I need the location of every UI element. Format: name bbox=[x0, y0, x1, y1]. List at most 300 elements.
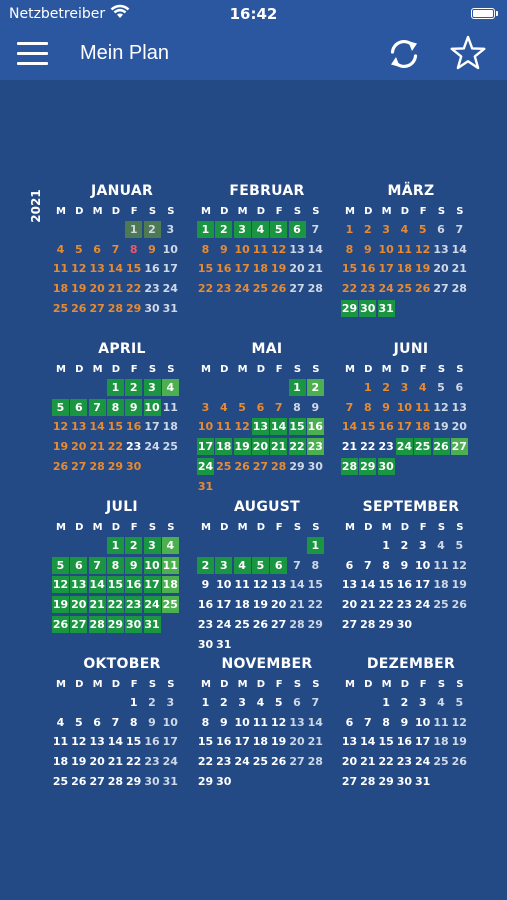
calendar-day[interactable]: 28 bbox=[107, 774, 124, 788]
calendar-day[interactable]: 7 bbox=[363, 558, 372, 572]
calendar-day[interactable]: 6 bbox=[437, 223, 445, 236]
calendar-day[interactable]: 8 bbox=[107, 557, 124, 574]
calendar-day[interactable]: 11 bbox=[252, 242, 269, 256]
calendar-day[interactable]: 11 bbox=[252, 715, 269, 729]
calendar-day[interactable]: 1 bbox=[307, 537, 324, 554]
calendar-day[interactable]: 4 bbox=[437, 696, 445, 709]
calendar-day[interactable]: 11 bbox=[162, 558, 178, 572]
calendar-day[interactable]: 27 bbox=[252, 459, 269, 473]
calendar-day[interactable]: 29 bbox=[126, 774, 142, 788]
calendar-day[interactable]: 27 bbox=[289, 282, 305, 296]
calendar-day[interactable]: 9 bbox=[311, 400, 320, 414]
calendar-day[interactable]: 24 bbox=[162, 755, 178, 769]
calendar-day[interactable]: 15 bbox=[107, 420, 124, 434]
calendar-day[interactable]: 18 bbox=[52, 282, 69, 296]
calendar-day[interactable]: 16 bbox=[378, 420, 394, 434]
calendar-day[interactable]: 24 bbox=[396, 440, 413, 454]
calendar-day[interactable]: 23 bbox=[378, 440, 394, 454]
calendar-day[interactable]: 1 bbox=[363, 381, 372, 394]
calendar-day[interactable]: 1 bbox=[345, 223, 354, 236]
calendar-day[interactable]: 10 bbox=[162, 242, 178, 256]
calendar-day[interactable]: 23 bbox=[126, 440, 142, 454]
calendar-day[interactable]: 27 bbox=[451, 440, 467, 454]
calendar-day[interactable]: 26 bbox=[451, 755, 467, 769]
calendar-day[interactable]: 18 bbox=[252, 262, 269, 276]
calendar-day[interactable]: 29 bbox=[107, 617, 124, 631]
calendar-day[interactable]: 1 bbox=[107, 537, 124, 554]
calendar-day[interactable]: 11 bbox=[216, 420, 232, 434]
calendar-day[interactable]: 28 bbox=[271, 459, 287, 473]
calendar-day[interactable]: 25 bbox=[252, 755, 269, 769]
calendar-day[interactable]: 16 bbox=[396, 578, 413, 592]
calendar-day[interactable]: 22 bbox=[197, 755, 214, 769]
calendar-day[interactable]: 8 bbox=[201, 242, 210, 256]
calendar-day[interactable]: 20 bbox=[89, 282, 105, 296]
calendar-day[interactable]: 12 bbox=[71, 735, 87, 749]
calendar-day[interactable]: 10 bbox=[144, 400, 160, 414]
calendar-day[interactable]: 12 bbox=[71, 262, 87, 276]
calendar-day[interactable]: 7 bbox=[363, 715, 372, 729]
calendar-day[interactable]: 5 bbox=[270, 221, 287, 238]
calendar-day[interactable]: 28 bbox=[89, 617, 105, 631]
calendar-day[interactable]: 3 bbox=[215, 557, 232, 574]
calendar-day[interactable]: 23 bbox=[144, 282, 160, 296]
calendar-day[interactable]: 23 bbox=[126, 598, 142, 612]
calendar-day[interactable]: 13 bbox=[451, 400, 467, 414]
calendar-day[interactable]: 20 bbox=[451, 420, 467, 434]
calendar-day[interactable]: 15 bbox=[197, 735, 214, 749]
calendar-day[interactable]: 28 bbox=[107, 301, 124, 315]
calendar-day[interactable]: 29 bbox=[307, 617, 323, 631]
calendar-day[interactable]: 2 bbox=[400, 539, 409, 552]
calendar-day[interactable]: 22 bbox=[341, 282, 358, 296]
calendar-day[interactable]: 19 bbox=[415, 262, 431, 276]
calendar-day[interactable]: 30 bbox=[144, 301, 160, 315]
calendar-day[interactable]: 28 bbox=[289, 617, 305, 631]
calendar-day[interactable]: 1 bbox=[289, 379, 306, 396]
calendar-day[interactable]: 25 bbox=[216, 459, 232, 473]
calendar-day[interactable]: 8 bbox=[363, 400, 372, 414]
calendar-day[interactable]: 7 bbox=[311, 223, 320, 236]
calendar-day[interactable]: 22 bbox=[307, 598, 323, 612]
calendar-day[interactable]: 23 bbox=[360, 282, 376, 296]
calendar-day[interactable]: 4 bbox=[234, 557, 251, 574]
calendar-day[interactable]: 11 bbox=[433, 715, 449, 729]
calendar-day[interactable]: 15 bbox=[126, 262, 142, 276]
calendar-day[interactable]: 15 bbox=[107, 578, 124, 592]
calendar-day[interactable]: 6 bbox=[70, 557, 87, 574]
calendar-day[interactable]: 26 bbox=[234, 459, 250, 473]
calendar-day[interactable]: 31 bbox=[415, 774, 431, 788]
calendar-day[interactable]: 16 bbox=[144, 262, 160, 276]
calendar-day[interactable]: 13 bbox=[289, 242, 305, 256]
calendar-day[interactable]: 6 bbox=[93, 242, 101, 256]
calendar-day[interactable]: 20 bbox=[433, 262, 449, 276]
calendar-day[interactable]: 19 bbox=[52, 598, 69, 612]
calendar-day[interactable]: 13 bbox=[71, 420, 87, 434]
calendar-day[interactable]: 5 bbox=[74, 242, 83, 256]
calendar-day[interactable]: 7 bbox=[111, 242, 120, 256]
calendar-day[interactable]: 12 bbox=[52, 420, 69, 434]
calendar-day[interactable]: 22 bbox=[126, 282, 142, 296]
calendar-day[interactable]: 29 bbox=[197, 774, 214, 788]
calendar-day[interactable]: 30 bbox=[126, 459, 142, 473]
calendar-day[interactable]: 9 bbox=[400, 558, 409, 572]
calendar-day[interactable]: 6 bbox=[293, 696, 301, 709]
calendar-day[interactable]: 13 bbox=[271, 578, 287, 592]
calendar-day[interactable]: 17 bbox=[234, 262, 250, 276]
calendar-day[interactable]: 12 bbox=[52, 578, 69, 592]
calendar-day[interactable]: 11 bbox=[234, 578, 250, 592]
calendar-day[interactable]: 7 bbox=[89, 557, 106, 574]
calendar-day[interactable]: 5 bbox=[52, 399, 69, 416]
calendar-day[interactable]: 17 bbox=[144, 578, 160, 592]
calendar-day[interactable]: 29 bbox=[378, 617, 394, 631]
calendar-day[interactable]: 28 bbox=[307, 755, 323, 769]
calendar-day[interactable]: 21 bbox=[341, 440, 358, 454]
calendar-day[interactable]: 20 bbox=[289, 262, 305, 276]
calendar-day[interactable]: 2 bbox=[382, 381, 390, 394]
calendar-day[interactable]: 11 bbox=[415, 400, 431, 414]
calendar-day[interactable]: 12 bbox=[451, 558, 467, 572]
calendar-day[interactable]: 21 bbox=[307, 262, 323, 276]
calendar-day[interactable]: 7 bbox=[455, 223, 464, 236]
calendar-day[interactable]: 8 bbox=[129, 715, 138, 729]
calendar-day[interactable]: 5 bbox=[455, 696, 464, 709]
calendar-day[interactable]: 6 bbox=[93, 715, 101, 729]
calendar-day[interactable]: 17 bbox=[396, 420, 413, 434]
calendar-day[interactable]: 11 bbox=[52, 735, 69, 749]
calendar-day[interactable]: 27 bbox=[433, 282, 449, 296]
calendar-day[interactable]: 18 bbox=[234, 598, 250, 612]
calendar-day[interactable]: 15 bbox=[360, 420, 376, 434]
calendar-day[interactable]: 3 bbox=[238, 696, 246, 709]
calendar-day[interactable]: 8 bbox=[107, 399, 124, 416]
calendar-day[interactable]: 2 bbox=[197, 557, 214, 574]
calendar-day[interactable]: 7 bbox=[111, 715, 120, 729]
calendar-day[interactable]: 28 bbox=[451, 282, 467, 296]
calendar-day[interactable]: 6 bbox=[70, 399, 87, 416]
calendar-day[interactable]: 21 bbox=[271, 440, 287, 454]
calendar-day[interactable]: 21 bbox=[360, 598, 376, 612]
calendar-day[interactable]: 2 bbox=[125, 537, 142, 554]
calendar-day[interactable]: 12 bbox=[271, 242, 287, 256]
calendar-day[interactable]: 12 bbox=[252, 578, 269, 592]
calendar-day[interactable]: 1 bbox=[197, 221, 214, 238]
calendar-day[interactable]: 9 bbox=[125, 557, 142, 574]
calendar-day[interactable]: 22 bbox=[360, 440, 376, 454]
calendar-day[interactable]: 30 bbox=[396, 617, 413, 631]
calendar-day[interactable]: 29 bbox=[107, 459, 124, 473]
calendar-day[interactable]: 24 bbox=[234, 755, 250, 769]
calendar-day[interactable]: 31 bbox=[144, 617, 160, 631]
calendar-day[interactable]: 12 bbox=[234, 420, 250, 434]
calendar-day[interactable]: 24 bbox=[378, 282, 394, 296]
calendar-day[interactable]: 31 bbox=[378, 301, 394, 315]
calendar-day[interactable]: 3 bbox=[201, 400, 210, 414]
calendar-day[interactable]: 6 bbox=[289, 221, 306, 238]
calendar-day[interactable]: 5 bbox=[52, 557, 69, 574]
calendar-day[interactable]: 3 bbox=[418, 539, 427, 552]
calendar-day[interactable]: 20 bbox=[271, 598, 287, 612]
calendar-day[interactable]: 17 bbox=[162, 735, 178, 749]
calendar-day[interactable]: 25 bbox=[252, 282, 269, 296]
calendar-day[interactable]: 1 bbox=[201, 696, 210, 709]
calendar-day[interactable]: 18 bbox=[216, 440, 232, 454]
calendar-day[interactable]: 2 bbox=[125, 379, 142, 396]
calendar-day[interactable]: 10 bbox=[197, 420, 214, 434]
calendar-day[interactable]: 23 bbox=[144, 755, 160, 769]
calendar-day[interactable]: 22 bbox=[107, 440, 124, 454]
calendar-day[interactable]: 5 bbox=[437, 381, 445, 394]
calendar-day[interactable]: 14 bbox=[271, 420, 287, 434]
calendar-day[interactable]: 30 bbox=[216, 774, 232, 788]
calendar-day[interactable]: 9 bbox=[400, 715, 409, 729]
calendar-day[interactable]: 9 bbox=[219, 715, 228, 729]
calendar-day[interactable]: 28 bbox=[89, 459, 105, 473]
calendar-day[interactable]: 18 bbox=[162, 420, 178, 434]
calendar-day[interactable]: 16 bbox=[197, 598, 214, 612]
calendar-day[interactable]: 26 bbox=[433, 440, 449, 454]
calendar-day[interactable]: 21 bbox=[451, 262, 467, 276]
calendar-day[interactable]: 23 bbox=[396, 755, 413, 769]
calendar-day[interactable]: 27 bbox=[341, 774, 358, 788]
calendar-day[interactable]: 15 bbox=[378, 735, 394, 749]
calendar-day[interactable]: 10 bbox=[415, 715, 431, 729]
calendar-day[interactable]: 1 bbox=[125, 221, 142, 238]
calendar-day[interactable]: 30 bbox=[197, 637, 214, 651]
calendar-day[interactable]: 4 bbox=[256, 696, 265, 709]
calendar-day[interactable]: 15 bbox=[126, 735, 142, 749]
calendar-day[interactable]: 14 bbox=[360, 578, 376, 592]
calendar-day[interactable]: 8 bbox=[129, 242, 138, 256]
calendar-day[interactable]: 27 bbox=[89, 301, 105, 315]
calendar-day[interactable]: 10 bbox=[234, 715, 250, 729]
calendar-day[interactable]: 5 bbox=[238, 400, 246, 414]
calendar-day[interactable]: 21 bbox=[107, 755, 124, 769]
calendar-day[interactable]: 25 bbox=[52, 301, 69, 315]
calendar-day[interactable]: 2 bbox=[215, 221, 232, 238]
calendar-day[interactable]: 26 bbox=[52, 459, 69, 473]
calendar-day[interactable]: 9 bbox=[219, 242, 228, 256]
calendar-day[interactable]: 29 bbox=[360, 459, 376, 473]
calendar-day[interactable]: 21 bbox=[360, 755, 376, 769]
calendar-day[interactable]: 24 bbox=[162, 282, 178, 296]
calendar-day[interactable]: 20 bbox=[252, 440, 269, 454]
calendar-day[interactable]: 11 bbox=[433, 558, 449, 572]
calendar-day[interactable]: 30 bbox=[126, 617, 142, 631]
calendar-day[interactable]: 16 bbox=[307, 420, 323, 434]
calendar-day[interactable]: 4 bbox=[56, 242, 65, 256]
calendar-day[interactable]: 15 bbox=[378, 578, 394, 592]
calendar-day[interactable]: 7 bbox=[293, 558, 301, 572]
calendar-day[interactable]: 4 bbox=[437, 539, 445, 552]
calendar-day[interactable]: 17 bbox=[378, 262, 394, 276]
calendar-day[interactable]: 14 bbox=[451, 242, 467, 256]
calendar-day[interactable]: 13 bbox=[341, 578, 358, 592]
calendar-day[interactable]: 11 bbox=[162, 400, 178, 414]
calendar-day[interactable]: 21 bbox=[89, 598, 105, 612]
calendar-day[interactable]: 25 bbox=[52, 774, 69, 788]
calendar-day[interactable]: 1 bbox=[107, 379, 124, 396]
calendar-day[interactable]: 14 bbox=[107, 735, 124, 749]
calendar-day[interactable]: 15 bbox=[341, 262, 358, 276]
calendar-day[interactable]: 15 bbox=[197, 262, 214, 276]
calendar-day[interactable]: 2 bbox=[307, 379, 324, 396]
calendar-day[interactable]: 26 bbox=[71, 774, 87, 788]
calendar-day[interactable]: 24 bbox=[216, 617, 232, 631]
calendar-day[interactable]: 18 bbox=[433, 578, 449, 592]
calendar-day[interactable]: 26 bbox=[52, 617, 69, 631]
calendar-day[interactable]: 4 bbox=[400, 223, 409, 236]
calendar-day[interactable]: 4 bbox=[162, 537, 179, 554]
calendar-day[interactable]: 5 bbox=[455, 539, 464, 552]
calendar-day[interactable]: 17 bbox=[234, 735, 250, 749]
calendar-day[interactable]: 14 bbox=[89, 420, 105, 434]
refresh-icon[interactable] bbox=[386, 36, 422, 72]
calendar-day[interactable]: 9 bbox=[382, 400, 390, 414]
calendar-day[interactable]: 10 bbox=[216, 578, 232, 592]
calendar-day[interactable]: 22 bbox=[107, 598, 124, 612]
calendar-day[interactable]: 7 bbox=[89, 399, 106, 416]
calendar-day[interactable]: 7 bbox=[274, 400, 283, 414]
calendar-day[interactable]: 27 bbox=[289, 755, 305, 769]
calendar-day[interactable]: 30 bbox=[396, 774, 413, 788]
calendar-day[interactable]: 6 bbox=[345, 558, 354, 572]
calendar-day[interactable]: 23 bbox=[216, 282, 232, 296]
calendar-day[interactable]: 13 bbox=[341, 735, 358, 749]
calendar-day[interactable]: 25 bbox=[433, 755, 449, 769]
calendar-day[interactable]: 26 bbox=[415, 282, 431, 296]
calendar-day[interactable]: 18 bbox=[415, 420, 431, 434]
calendar-day[interactable]: 3 bbox=[418, 696, 427, 709]
calendar-day[interactable]: 16 bbox=[126, 420, 142, 434]
calendar-day[interactable]: 22 bbox=[289, 440, 305, 454]
calendar-day[interactable]: 16 bbox=[144, 735, 160, 749]
menu-icon[interactable] bbox=[17, 41, 48, 65]
calendar-day[interactable]: 20 bbox=[341, 755, 358, 769]
calendar-day[interactable]: 14 bbox=[307, 715, 323, 729]
calendar-day[interactable]: 9 bbox=[201, 578, 210, 592]
calendar-day[interactable]: 26 bbox=[271, 282, 287, 296]
calendar-day[interactable]: 19 bbox=[71, 755, 87, 769]
calendar-day[interactable]: 17 bbox=[216, 598, 232, 612]
calendar-day[interactable]: 21 bbox=[289, 598, 305, 612]
calendar-day[interactable]: 19 bbox=[252, 598, 269, 612]
calendar-day[interactable]: 8 bbox=[201, 715, 210, 729]
calendar-day[interactable]: 10 bbox=[396, 400, 413, 414]
calendar-day[interactable]: 4 bbox=[252, 221, 269, 238]
calendar-day[interactable]: 6 bbox=[455, 381, 464, 394]
calendar-day[interactable]: 16 bbox=[216, 262, 232, 276]
calendar-day[interactable]: 13 bbox=[71, 578, 87, 592]
calendar-day[interactable]: 19 bbox=[234, 440, 250, 454]
calendar-day[interactable]: 27 bbox=[341, 617, 358, 631]
calendar-day[interactable]: 28 bbox=[307, 282, 323, 296]
calendar-day[interactable]: 17 bbox=[415, 735, 431, 749]
calendar-day[interactable]: 20 bbox=[341, 598, 358, 612]
calendar-day[interactable]: 31 bbox=[216, 637, 232, 651]
calendar-day[interactable]: 9 bbox=[148, 715, 156, 729]
calendar-day[interactable]: 4 bbox=[56, 715, 65, 729]
calendar-day[interactable]: 19 bbox=[271, 735, 287, 749]
calendar-day[interactable]: 14 bbox=[341, 420, 358, 434]
calendar-day[interactable]: 18 bbox=[396, 262, 413, 276]
calendar-day[interactable]: 27 bbox=[71, 617, 87, 631]
calendar-day[interactable]: 24 bbox=[234, 282, 250, 296]
calendar-day[interactable]: 27 bbox=[271, 617, 287, 631]
star-icon[interactable] bbox=[449, 34, 487, 72]
calendar-day[interactable]: 18 bbox=[162, 578, 178, 592]
calendar-day[interactable]: 1 bbox=[382, 696, 390, 709]
calendar-day[interactable]: 29 bbox=[378, 774, 394, 788]
calendar-day[interactable]: 24 bbox=[144, 440, 160, 454]
calendar-day[interactable]: 9 bbox=[125, 399, 142, 416]
calendar-day[interactable]: 12 bbox=[271, 715, 287, 729]
calendar-day[interactable]: 12 bbox=[433, 400, 449, 414]
calendar-day[interactable]: 24 bbox=[144, 598, 160, 612]
calendar-day[interactable]: 26 bbox=[451, 598, 467, 612]
calendar-day[interactable]: 27 bbox=[89, 774, 105, 788]
calendar-day[interactable]: 5 bbox=[74, 715, 83, 729]
calendar-day[interactable]: 25 bbox=[396, 282, 413, 296]
calendar-day[interactable]: 21 bbox=[107, 282, 124, 296]
calendar-day[interactable]: 20 bbox=[89, 755, 105, 769]
calendar-day[interactable]: 14 bbox=[89, 578, 105, 592]
calendar-day[interactable]: 18 bbox=[252, 735, 269, 749]
calendar-day[interactable]: 5 bbox=[252, 557, 269, 574]
calendar-day[interactable]: 22 bbox=[378, 755, 394, 769]
calendar-day[interactable]: 3 bbox=[400, 381, 409, 394]
calendar-day[interactable]: 19 bbox=[52, 440, 69, 454]
calendar-day[interactable]: 25 bbox=[162, 598, 178, 612]
calendar-day[interactable]: 2 bbox=[363, 223, 372, 236]
calendar-day[interactable]: 16 bbox=[396, 735, 413, 749]
calendar-day[interactable]: 6 bbox=[256, 400, 265, 414]
calendar-day[interactable]: 10 bbox=[162, 715, 178, 729]
calendar-day[interactable]: 6 bbox=[345, 715, 354, 729]
calendar-day[interactable]: 28 bbox=[341, 459, 358, 473]
calendar-day[interactable]: 15 bbox=[307, 578, 323, 592]
calendar-day[interactable]: 2 bbox=[219, 696, 228, 709]
calendar-day[interactable]: 13 bbox=[89, 735, 105, 749]
calendar-day[interactable]: 1 bbox=[129, 696, 138, 709]
calendar-day[interactable]: 24 bbox=[415, 755, 431, 769]
calendar-day[interactable]: 5 bbox=[274, 696, 283, 709]
calendar-day[interactable]: 20 bbox=[289, 735, 305, 749]
calendar-day[interactable]: 31 bbox=[162, 301, 178, 315]
calendar-day[interactable]: 13 bbox=[433, 242, 449, 256]
calendar-day[interactable]: 7 bbox=[345, 400, 354, 414]
calendar-day[interactable]: 2 bbox=[148, 696, 156, 709]
calendar-day[interactable]: 11 bbox=[396, 242, 413, 256]
calendar-day[interactable]: 22 bbox=[378, 598, 394, 612]
calendar-day[interactable]: 1 bbox=[382, 539, 390, 552]
calendar-day[interactable]: 17 bbox=[162, 262, 178, 276]
calendar-day[interactable]: 30 bbox=[144, 774, 160, 788]
calendar-day[interactable]: 12 bbox=[451, 715, 467, 729]
calendar-day[interactable]: 24 bbox=[197, 459, 214, 473]
calendar-day[interactable]: 8 bbox=[311, 558, 320, 572]
calendar-day[interactable]: 30 bbox=[307, 459, 323, 473]
calendar-day[interactable]: 8 bbox=[345, 242, 354, 256]
calendar-day[interactable]: 28 bbox=[360, 774, 376, 788]
calendar-day[interactable]: 4 bbox=[219, 400, 228, 414]
calendar-day[interactable]: 10 bbox=[378, 242, 394, 256]
calendar-day[interactable]: 14 bbox=[289, 578, 305, 592]
calendar-day[interactable]: 10 bbox=[234, 242, 250, 256]
calendar-day[interactable]: 19 bbox=[433, 420, 449, 434]
